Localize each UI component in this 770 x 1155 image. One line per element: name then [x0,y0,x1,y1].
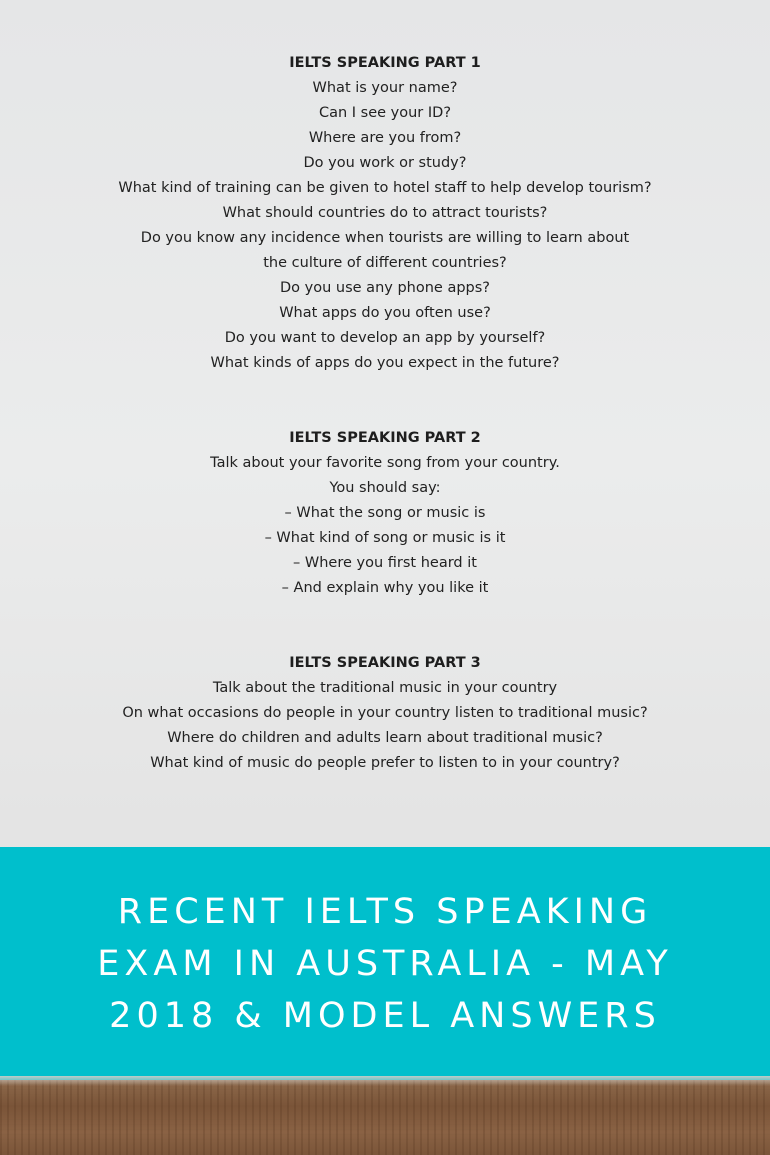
part2-line: Talk about your favorite song from your country. [210,455,560,471]
part1-question: Do you work or study? [303,155,467,171]
part3-question: Talk about the traditional music in your country [212,680,558,696]
part2-line: – What kind of song or music is it [264,530,506,546]
part3-question: Where do children and adults learn about traditional music? [167,730,603,746]
part1-section [0,51,770,376]
title-banner [0,847,770,1080]
banner-title-line: EXAM IN AUSTRALIA - MAY [97,943,673,984]
part1-question: Can I see your ID? [318,105,452,121]
part1-question: Do you use any phone apps? [280,280,490,296]
part1-question: Do you want to develop an app by yourself? [224,330,546,346]
part1-question: Where are you from? [308,130,462,146]
part1-question: What kind of training can be given to hotel staff to help develop tourism? [118,180,652,196]
part3-question: On what occasions do people in your country listen to traditional music? [122,705,648,721]
horizon-haze [0,1076,770,1086]
part2-line: – And explain why you like it [281,580,489,596]
part3-title: IELTS SPEAKING PART 3 [289,655,481,671]
part2-line: – What the song or music is [284,505,486,521]
questions-content [0,51,770,826]
banner-title-line: 2018 & MODEL ANSWERS [109,995,661,1036]
part1-question: What apps do you often use? [279,305,491,321]
part1-title: IELTS SPEAKING PART 1 [289,55,481,71]
part1-question: Do you know any incidence when tourists are willing to learn about [140,230,630,246]
part1-question: What is your name? [312,80,458,96]
part1-question: What kinds of apps do you expect in the future? [210,355,560,371]
part3-question: What kind of music do people prefer to listen to in your country? [150,755,620,771]
part3-section [0,651,770,776]
desert-ground-image [0,1080,770,1155]
part1-question: What should countries do to attract tourists? [222,205,548,221]
banner-title-line: RECENT IELTS SPEAKING [117,891,653,932]
part2-line: – Where you first heard it [293,555,477,571]
part2-section [0,426,770,601]
part1-question: the culture of different countries? [263,255,507,271]
part2-line: You should say: [329,480,441,496]
part2-title: IELTS SPEAKING PART 2 [289,430,481,446]
